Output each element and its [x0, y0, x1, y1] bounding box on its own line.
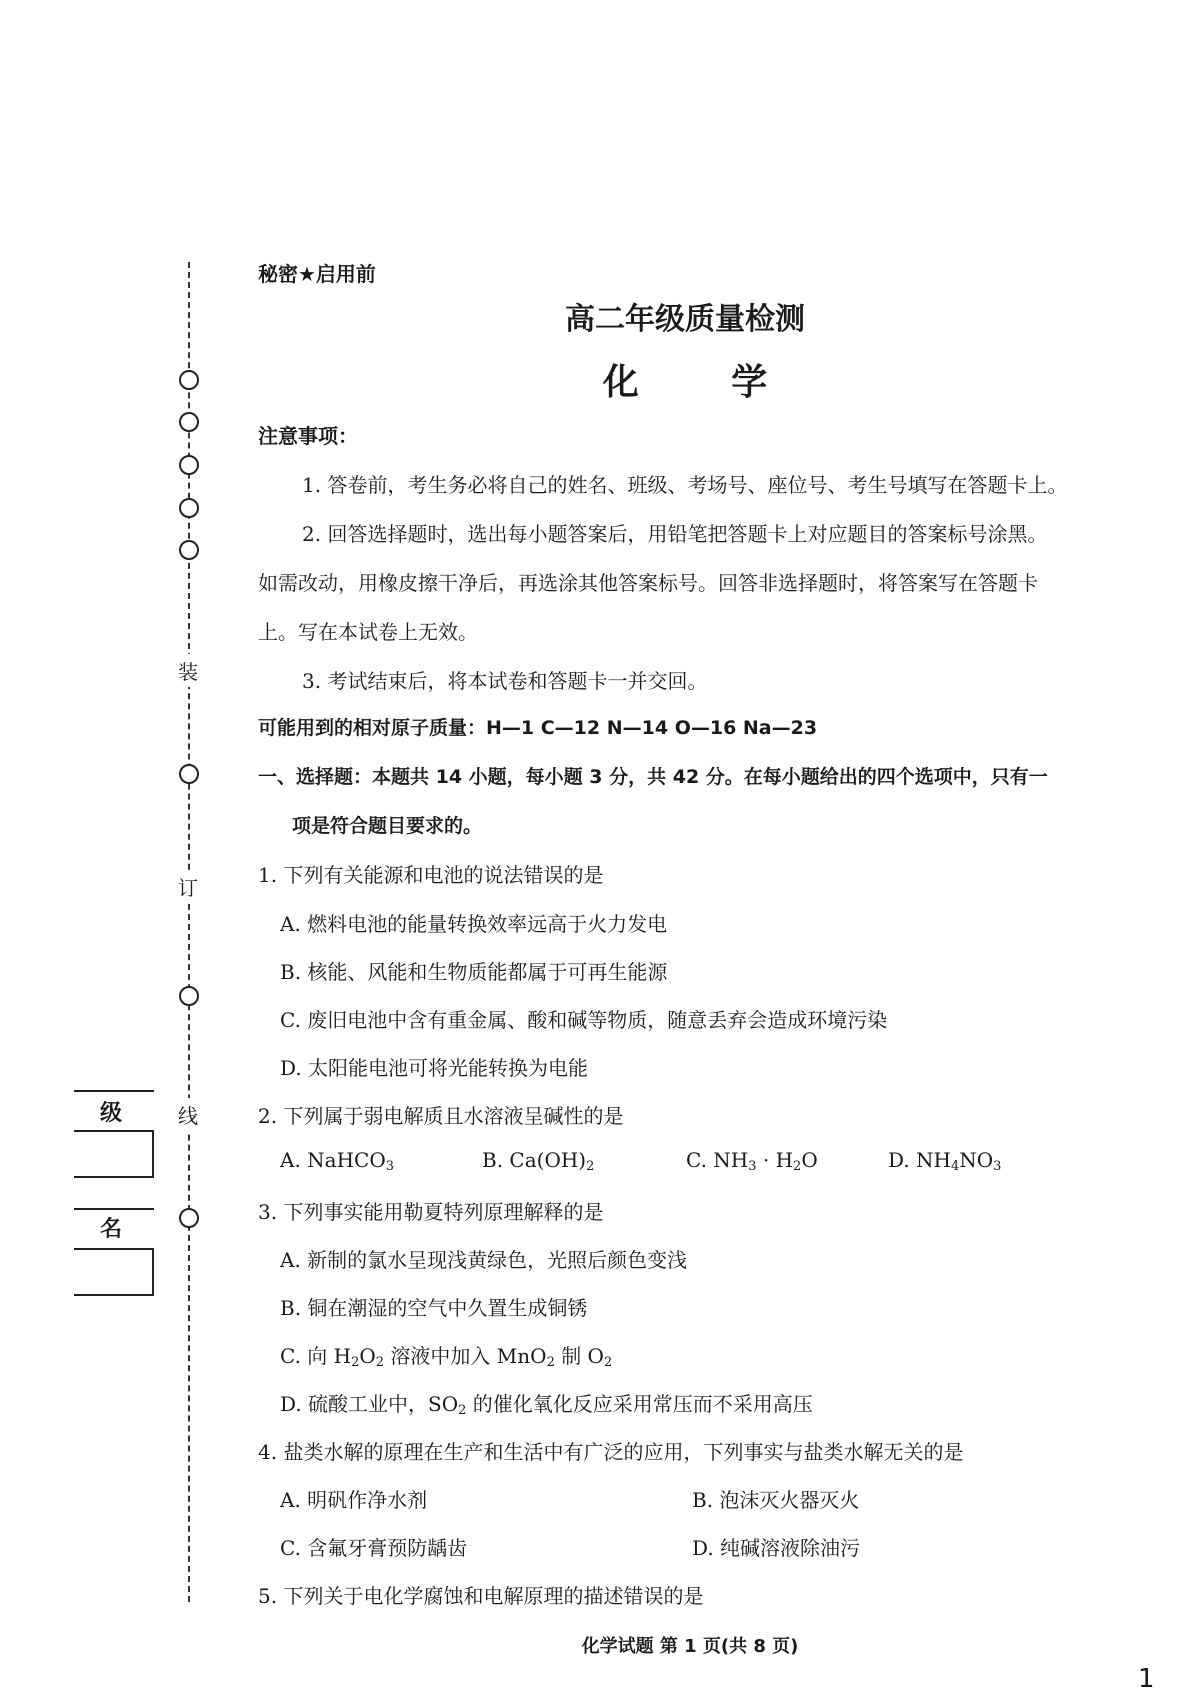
page-number: 1	[1138, 1664, 1155, 1694]
info-box-line	[152, 1248, 154, 1294]
binding-ring	[179, 986, 199, 1006]
q2-option-a: A. NaHCO$_3$	[280, 1148, 395, 1174]
binding-ring	[179, 498, 199, 518]
section1-heading: 一、选择题：本题共 14 小题，每小题 3 分，共 42 分。在每小题给出的四个选项中，只有一	[258, 766, 1048, 788]
q4-stem: 4. 盐类水解的原理在生产和生活中有广泛的应用，下列事实与盐类水解无关的是	[258, 1440, 964, 1464]
page-footer: 化学试题 第 1 页(共 8 页)	[581, 1636, 799, 1657]
note-item-2: 2. 回答选择题时，选出每小题答案后，用铅笔把答题卡上对应题目的答案标号涂黑。	[302, 522, 1048, 546]
class-label: 级	[100, 1101, 123, 1126]
binding-char-ding: 订	[178, 870, 198, 903]
binding-ring	[179, 412, 199, 432]
q1-option-b: B. 核能、风能和生物质能都属于可再生能源	[280, 960, 668, 984]
info-box-line	[74, 1130, 154, 1132]
q5-stem: 5. 下列关于电化学腐蚀和电解原理的描述错误的是	[258, 1584, 704, 1608]
q2-option-c: C. $NH_3 \cdot H_2O$	[686, 1148, 818, 1174]
secret-mark: 秘密★启用前	[258, 262, 376, 286]
info-box-line	[74, 1248, 154, 1250]
q2-option-b: B. $Ca(OH)_2$	[482, 1148, 595, 1174]
note-item-2-cont: 如需改动，用橡皮擦干净后，再选涂其他答案标号。回答非选择题时，将答案写在答题卡	[258, 571, 1038, 595]
binding-ring	[179, 1208, 199, 1228]
q4-option-b: B. 泡沫灭火器灭火	[692, 1488, 860, 1512]
binding-ring	[179, 540, 199, 560]
info-box-line	[74, 1176, 154, 1178]
info-box-line	[74, 1090, 154, 1092]
q4-option-d: D. 纯碱溶液除油污	[692, 1536, 861, 1560]
binding-char-xian: 线	[178, 1098, 198, 1131]
q1-stem: 1. 下列有关能源和电池的说法错误的是	[258, 863, 604, 887]
q4-option-a: A. 明矾作净水剂	[280, 1488, 428, 1512]
atomic-masses: 可能用到的相对原子质量：H—1 C—12 N—14 O—16 Na—23	[258, 717, 818, 739]
binding-ring	[179, 455, 199, 475]
note-item-3: 3. 考试结束后，将本试卷和答题卡一并交回。	[302, 669, 708, 693]
q1-option-a: A. 燃料电池的能量转换效率远高于火力发电	[280, 912, 668, 936]
q3-option-d: D. 硫酸工业中，$SO_2$ 的催化氧化反应采用常压而不采用高压	[280, 1392, 813, 1418]
section1-heading-cont: 项是符合题目要求的。	[292, 815, 483, 837]
q4-option-c: C. 含氟牙膏预防龋齿	[280, 1536, 468, 1560]
q1-option-c: C. 废旧电池中含有重金属、酸和碱等物质，随意丢弃会造成环境污染	[280, 1008, 888, 1032]
subject-title: 化 学	[602, 361, 808, 403]
note-item-1: 1. 答卷前，考生务必将自己的姓名、班级、考场号、座位号、考生号填写在答题卡上。	[302, 473, 1068, 497]
info-box-line	[152, 1130, 154, 1176]
note-item-2-end: 上。写在本试卷上无效。	[258, 620, 478, 644]
exam-title: 高二年级质量检测	[565, 302, 805, 337]
q2-stem: 2. 下列属于弱电解质且水溶液呈碱性的是	[258, 1104, 624, 1128]
q3-option-c: C. 向 $H_2O_2$ 溶液中加入 MnO$_2$ 制 $O_2$	[280, 1344, 613, 1370]
q3-option-a: A. 新制的氯水呈现浅黄绿色，光照后颜色变浅	[280, 1248, 688, 1272]
q3-stem: 3. 下列事实能用勒夏特列原理解释的是	[258, 1200, 604, 1224]
q2-option-d: D. $NH_4NO_3$	[888, 1148, 1002, 1174]
name-label: 名	[100, 1217, 123, 1242]
notes-heading: 注意事项：	[258, 424, 358, 448]
binding-char-zhuang: 装	[178, 654, 198, 687]
binding-ring	[179, 764, 199, 784]
q3-option-b: B. 铜在潮湿的空气中久置生成铜锈	[280, 1296, 588, 1320]
q1-option-d: D. 太阳能电池可将光能转换为电能	[280, 1056, 589, 1080]
info-box-line	[74, 1294, 154, 1296]
info-box-line	[74, 1208, 154, 1210]
